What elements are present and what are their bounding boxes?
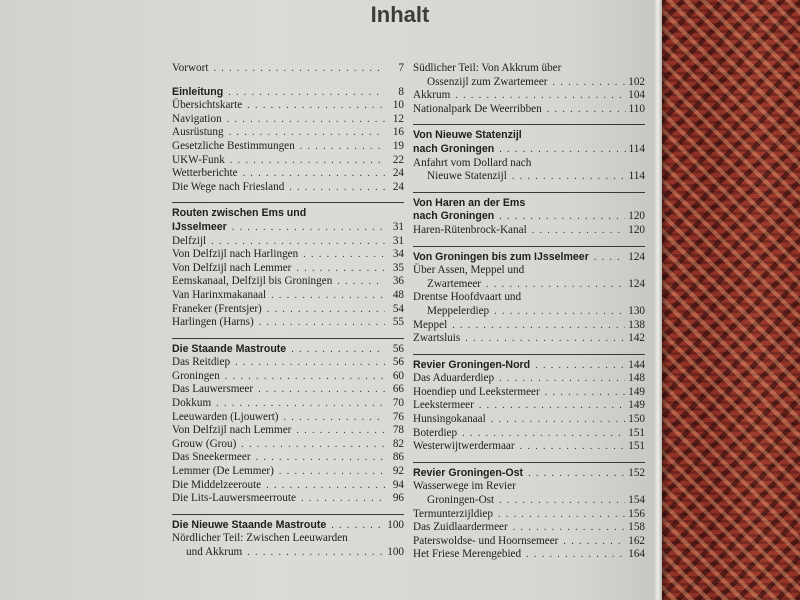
toc-entry <box>172 546 404 560</box>
leader-dots <box>259 316 385 330</box>
toc-entry-title: Die Wege nach Friesland <box>172 180 285 193</box>
leader-dots <box>228 86 385 100</box>
toc-page-number: 138 <box>628 318 645 331</box>
leader-dots <box>499 210 625 224</box>
leader-dots <box>491 413 626 427</box>
toc-page-number: 34 <box>392 248 404 261</box>
leader-dots <box>247 546 384 560</box>
toc-entry-title: Hunsingokanaal <box>413 413 486 426</box>
toc-page-number: 19 <box>392 139 404 152</box>
leader-dots <box>296 262 385 276</box>
leader-dots <box>301 492 385 506</box>
toc-entry-title: Akkrum <box>413 89 451 102</box>
toc-entry-title: Einleitung <box>172 85 224 98</box>
leader-dots <box>258 383 385 397</box>
leader-dots <box>498 508 625 522</box>
toc-entry-title: Das Zuidlaardermeer <box>413 521 508 534</box>
toc-page-number: 92 <box>392 465 404 478</box>
toc-entry-title: Nördlicher Teil: Zwischen Leeuwarden <box>172 532 348 545</box>
toc-page-number: 120 <box>628 210 645 223</box>
toc-entry <box>172 383 404 397</box>
toc-page-number: 78 <box>392 424 404 437</box>
toc-page-number: 110 <box>628 102 645 115</box>
toc-section-heading <box>413 359 645 373</box>
toc-page-number: 54 <box>392 302 404 315</box>
leader-dots <box>520 440 626 454</box>
leader-dots <box>455 89 625 103</box>
leader-dots <box>486 278 625 292</box>
toc-page-number: 82 <box>392 437 404 450</box>
leader-dots <box>284 411 385 425</box>
toc-section-heading <box>172 519 404 533</box>
toc-page-number: 56 <box>392 342 404 355</box>
leader-dots <box>499 494 625 508</box>
toc-entry-title: Eemskanaal, Delfzijl bis Groningen <box>172 275 333 288</box>
toc-section-heading <box>413 467 645 481</box>
leader-dots <box>303 248 385 262</box>
toc-entry-title: Anfahrt vom Dollard nach <box>413 156 532 169</box>
toc-page-number: 154 <box>628 494 645 507</box>
leader-dots <box>247 99 385 113</box>
toc-entry <box>413 278 645 292</box>
toc-entry-title: Lemmer (De Lemmer) <box>172 465 274 478</box>
leader-dots <box>232 221 385 235</box>
toc-page-number: 10 <box>392 99 404 112</box>
leader-dots <box>271 289 385 303</box>
toc-page-number: 130 <box>628 304 645 317</box>
toc-entry <box>172 465 404 479</box>
toc-entry <box>413 427 645 441</box>
toc-entry <box>172 303 404 317</box>
toc-section-heading <box>413 210 645 224</box>
toc-entry <box>172 154 404 168</box>
leader-dots <box>547 103 626 117</box>
section-divider <box>413 124 645 125</box>
toc-page-number: 94 <box>392 478 404 491</box>
toc-entry-title: Das Lauwersmeer <box>172 383 254 396</box>
toc-entry <box>172 248 404 262</box>
leader-dots <box>499 372 625 386</box>
leader-dots <box>452 319 625 333</box>
toc-entry <box>413 440 645 454</box>
toc-entry <box>413 170 645 184</box>
toc-page-number: 142 <box>628 332 645 345</box>
toc-entry <box>172 99 404 113</box>
toc-page-number: 35 <box>392 261 404 274</box>
toc-entry-title: Wasserwege im Revier <box>413 480 516 493</box>
section-divider <box>413 462 645 463</box>
toc-entry <box>172 316 404 330</box>
leader-dots <box>512 170 626 184</box>
toc-entry <box>172 438 404 452</box>
leader-dots <box>296 424 385 438</box>
leader-dots <box>465 332 625 346</box>
toc-entry-title: Von Groningen bis zum IJsselmeer <box>413 250 589 263</box>
section-divider <box>172 338 404 339</box>
toc-entry-title: Die Lits-Lauwersmeerroute <box>172 492 296 505</box>
toc-entry-title: Von Delfzijl nach Harlingen <box>172 248 299 261</box>
toc-right-column <box>413 62 645 562</box>
toc-entry-title: Meppel <box>413 318 448 331</box>
leader-dots <box>279 465 385 479</box>
toc-page-number: 55 <box>392 316 404 329</box>
leader-dots <box>563 535 625 549</box>
toc-page-number: 48 <box>392 288 404 301</box>
page-edge <box>654 0 662 600</box>
toc-entry-title: Zwartemeer <box>427 277 482 290</box>
leader-dots <box>225 370 385 384</box>
toc-entry-title: Franeker (Frentsjer) <box>172 302 262 315</box>
toc-page-number: 24 <box>392 180 404 193</box>
toc-entry <box>172 140 404 154</box>
toc-entry <box>413 508 645 522</box>
toc-entry-title: Paterswoldse- und Hoornsemeer <box>413 534 559 547</box>
toc-entry <box>413 535 645 549</box>
toc-entry <box>413 319 645 333</box>
toc-page-number: 102 <box>628 75 645 88</box>
toc-entry <box>172 62 404 76</box>
toc-page-number: 162 <box>628 534 645 547</box>
leader-dots <box>267 303 385 317</box>
toc-entry-title: Leekstermeer <box>413 399 474 412</box>
leader-dots <box>526 548 625 562</box>
toc-entry <box>172 424 404 438</box>
toc-entry-title: Van Harinxmakanaal <box>172 288 267 301</box>
leader-dots <box>545 386 625 400</box>
toc-entry-title: Ossenzijl zum Zwartemeer <box>427 75 548 88</box>
toc-page-number: 16 <box>392 126 404 139</box>
toc-page-number: 31 <box>392 234 404 247</box>
toc-entry-title: Von Delfzijl nach Lemmer <box>172 261 292 274</box>
toc-page-number: 100 <box>387 518 404 531</box>
toc-entry <box>413 89 645 103</box>
toc-entry-title: Zwartsluis <box>413 332 461 345</box>
toc-page-number: 124 <box>628 250 645 263</box>
leader-dots <box>594 251 625 265</box>
toc-entry <box>413 332 645 346</box>
toc-entry-title: Die Staande Mastroute <box>172 342 287 355</box>
toc-page-number: 151 <box>628 426 645 439</box>
leader-dots <box>266 479 385 493</box>
toc-section-heading <box>172 343 404 357</box>
toc-section-heading <box>172 86 404 100</box>
toc-entry-title: Leeuwarden (Ljouwert) <box>172 410 279 423</box>
toc-entry <box>172 451 404 465</box>
toc-entry <box>413 521 645 535</box>
toc-section-heading: Von Nieuwe Statenzijl <box>413 129 522 142</box>
toc-page-number: 60 <box>392 369 404 382</box>
toc-page-number: 76 <box>392 410 404 423</box>
toc-entry-title: Revier Groningen-Ost <box>413 466 524 479</box>
section-divider <box>413 354 645 355</box>
toc-entry-title: Harlingen (Harns) <box>172 316 254 329</box>
toc-section-heading <box>413 143 645 157</box>
leader-dots <box>230 154 385 168</box>
toc-entry <box>172 397 404 411</box>
toc-entry-title: nach Groningen <box>413 142 495 155</box>
toc-page-number: 12 <box>392 112 404 125</box>
toc-page-number: 31 <box>392 220 404 233</box>
leader-dots <box>211 235 385 249</box>
section-divider <box>413 246 645 247</box>
toc-section-heading <box>413 251 645 265</box>
toc-entry <box>172 113 404 127</box>
toc-entry-title: Nieuwe Statenzijl <box>427 170 507 183</box>
toc-entry-title: Hoendiep und Leekstermeer <box>413 385 540 398</box>
leader-dots <box>243 167 385 181</box>
toc-page-number: 66 <box>392 383 404 396</box>
leader-dots <box>213 62 385 76</box>
toc-entry <box>413 548 645 562</box>
toc-entry-title: Groningen-Ost <box>427 494 495 507</box>
toc-entry-title: Nationalpark De Weerribben <box>413 102 542 115</box>
section-divider <box>172 514 404 515</box>
toc-entry-title: Revier Groningen-Nord <box>413 358 531 371</box>
toc-page-number: 7 <box>398 62 404 74</box>
toc-page-number: 36 <box>392 275 404 288</box>
toc-entry <box>172 356 404 370</box>
toc-entry <box>172 370 404 384</box>
leader-dots <box>241 438 385 452</box>
toc-entry-title: Südlicher Teil: Von Akkrum über <box>413 62 562 74</box>
toc-entry-title: Termunterzijldiep <box>413 507 493 520</box>
toc-entry-title: Dokkum <box>172 397 212 410</box>
toc-entry-title: Das Aduarderdiep <box>413 372 495 385</box>
toc-entry-title: Haren-Rütenbrock-Kanal <box>413 223 527 236</box>
toc-entry-title: Het Friese Merengebied <box>413 548 522 561</box>
toc-entry <box>172 126 404 140</box>
toc-entry-title: Navigation <box>172 112 222 125</box>
toc-entry-title: Drentse Hoofdvaart und <box>413 291 522 304</box>
leader-dots <box>513 521 625 535</box>
toc-entry-title: Gesetzliche Bestimmungen <box>172 139 295 152</box>
toc-entry <box>172 275 404 289</box>
section-divider <box>172 202 404 203</box>
toc-entry <box>172 167 404 181</box>
toc-entry-title: und Akkrum <box>186 546 243 558</box>
toc-page-number: 144 <box>628 358 645 371</box>
toc-entry-title: Vorwort <box>172 62 209 74</box>
toc-page-number: 151 <box>628 440 645 453</box>
toc-page-number: 152 <box>628 466 645 479</box>
leader-dots <box>300 140 385 154</box>
leader-dots <box>331 519 384 533</box>
toc-entry-title: Über Assen, Meppel und <box>413 264 525 277</box>
leader-dots <box>216 397 385 411</box>
toc-page-number: 150 <box>628 413 645 426</box>
toc-entry <box>413 399 645 413</box>
toc-entry-title: Westerwijtwerdermaar <box>413 440 515 453</box>
leader-dots <box>229 126 385 140</box>
toc-entry <box>172 479 404 493</box>
toc-page-number: 22 <box>392 153 404 166</box>
toc-page-number: 156 <box>628 507 645 520</box>
toc-entry-title: Von Delfzijl nach Lemmer <box>172 424 292 437</box>
toc-page-number: 56 <box>392 356 404 369</box>
toc-entry <box>172 492 404 506</box>
leader-dots <box>462 427 625 441</box>
toc-page-number: 149 <box>628 385 645 398</box>
toc-entry-title: Das Sneekermeer <box>172 451 251 464</box>
toc-entry-title: Groningen <box>172 369 220 382</box>
leader-dots <box>256 451 385 465</box>
leader-dots <box>227 113 385 127</box>
toc-entry <box>413 224 645 238</box>
toc-page-number: 164 <box>628 548 645 561</box>
toc-entry-title: Ausrüstung <box>172 126 224 139</box>
toc-page-number: 148 <box>628 372 645 385</box>
toc-page-number: 96 <box>392 492 404 505</box>
toc-page-number: 114 <box>628 142 645 155</box>
toc-entry-title: Meppelerdiep <box>427 304 490 317</box>
section-divider <box>413 192 645 193</box>
toc-page-number: 100 <box>387 546 404 558</box>
toc-section-heading: Routen zwischen Ems und <box>172 207 307 220</box>
toc-entry-title: Übersichtskarte <box>172 99 243 112</box>
toc-entry <box>413 305 645 319</box>
toc-entry-title: nach Groningen <box>413 210 495 223</box>
leader-dots <box>291 343 385 357</box>
toc-entry <box>413 386 645 400</box>
toc-entry-title: IJsselmeer <box>172 220 227 233</box>
toc-section-heading: Von Haren an der Ems <box>413 196 526 209</box>
toc-entry <box>172 262 404 276</box>
toc-entry-title: Die Middelzeeroute <box>172 478 262 491</box>
toc-page-number: 149 <box>628 399 645 412</box>
toc-entry <box>172 181 404 195</box>
toc-entry <box>413 413 645 427</box>
toc-page-number: 114 <box>628 170 645 183</box>
patterned-textile-background <box>655 0 800 600</box>
leader-dots <box>528 467 625 481</box>
toc-entry-title: Die Nieuwe Staande Mastroute <box>172 518 327 531</box>
toc-entry <box>413 494 645 508</box>
leader-dots <box>289 181 385 195</box>
toc-entry-title: Grouw (Grou) <box>172 437 237 450</box>
leader-dots <box>535 359 625 373</box>
toc-entry <box>413 103 645 117</box>
toc-section-heading <box>172 221 404 235</box>
leader-dots <box>235 356 385 370</box>
toc-page-number: 104 <box>628 89 645 102</box>
toc-page-number: 124 <box>628 277 645 290</box>
toc-entry <box>172 289 404 303</box>
toc-page-number: 8 <box>398 85 404 98</box>
toc-entry <box>413 372 645 386</box>
leader-dots <box>337 275 385 289</box>
toc-entry <box>172 411 404 425</box>
toc-entry-title: Das Reitdiep <box>172 356 231 369</box>
toc-entry-title: Boterdiep <box>413 426 458 439</box>
toc-left-column <box>172 62 404 560</box>
page-title: Inhalt <box>370 2 430 27</box>
toc-page-number: 120 <box>628 223 645 236</box>
toc-entry <box>413 76 645 90</box>
toc-entry-title: Delfzijl <box>172 234 207 247</box>
leader-dots <box>479 399 625 413</box>
leader-dots <box>532 224 626 238</box>
toc-entry-title: UKW-Funk <box>172 153 225 166</box>
toc-entry-title: Wetterberichte <box>172 167 238 180</box>
toc-page-number: 86 <box>392 451 404 464</box>
toc-entry <box>172 235 404 249</box>
leader-dots <box>553 76 626 90</box>
toc-page-number: 158 <box>628 521 645 534</box>
toc-page-number: 70 <box>392 397 404 410</box>
leader-dots <box>494 305 625 319</box>
leader-dots <box>499 143 625 157</box>
toc-page-number: 24 <box>392 167 404 180</box>
